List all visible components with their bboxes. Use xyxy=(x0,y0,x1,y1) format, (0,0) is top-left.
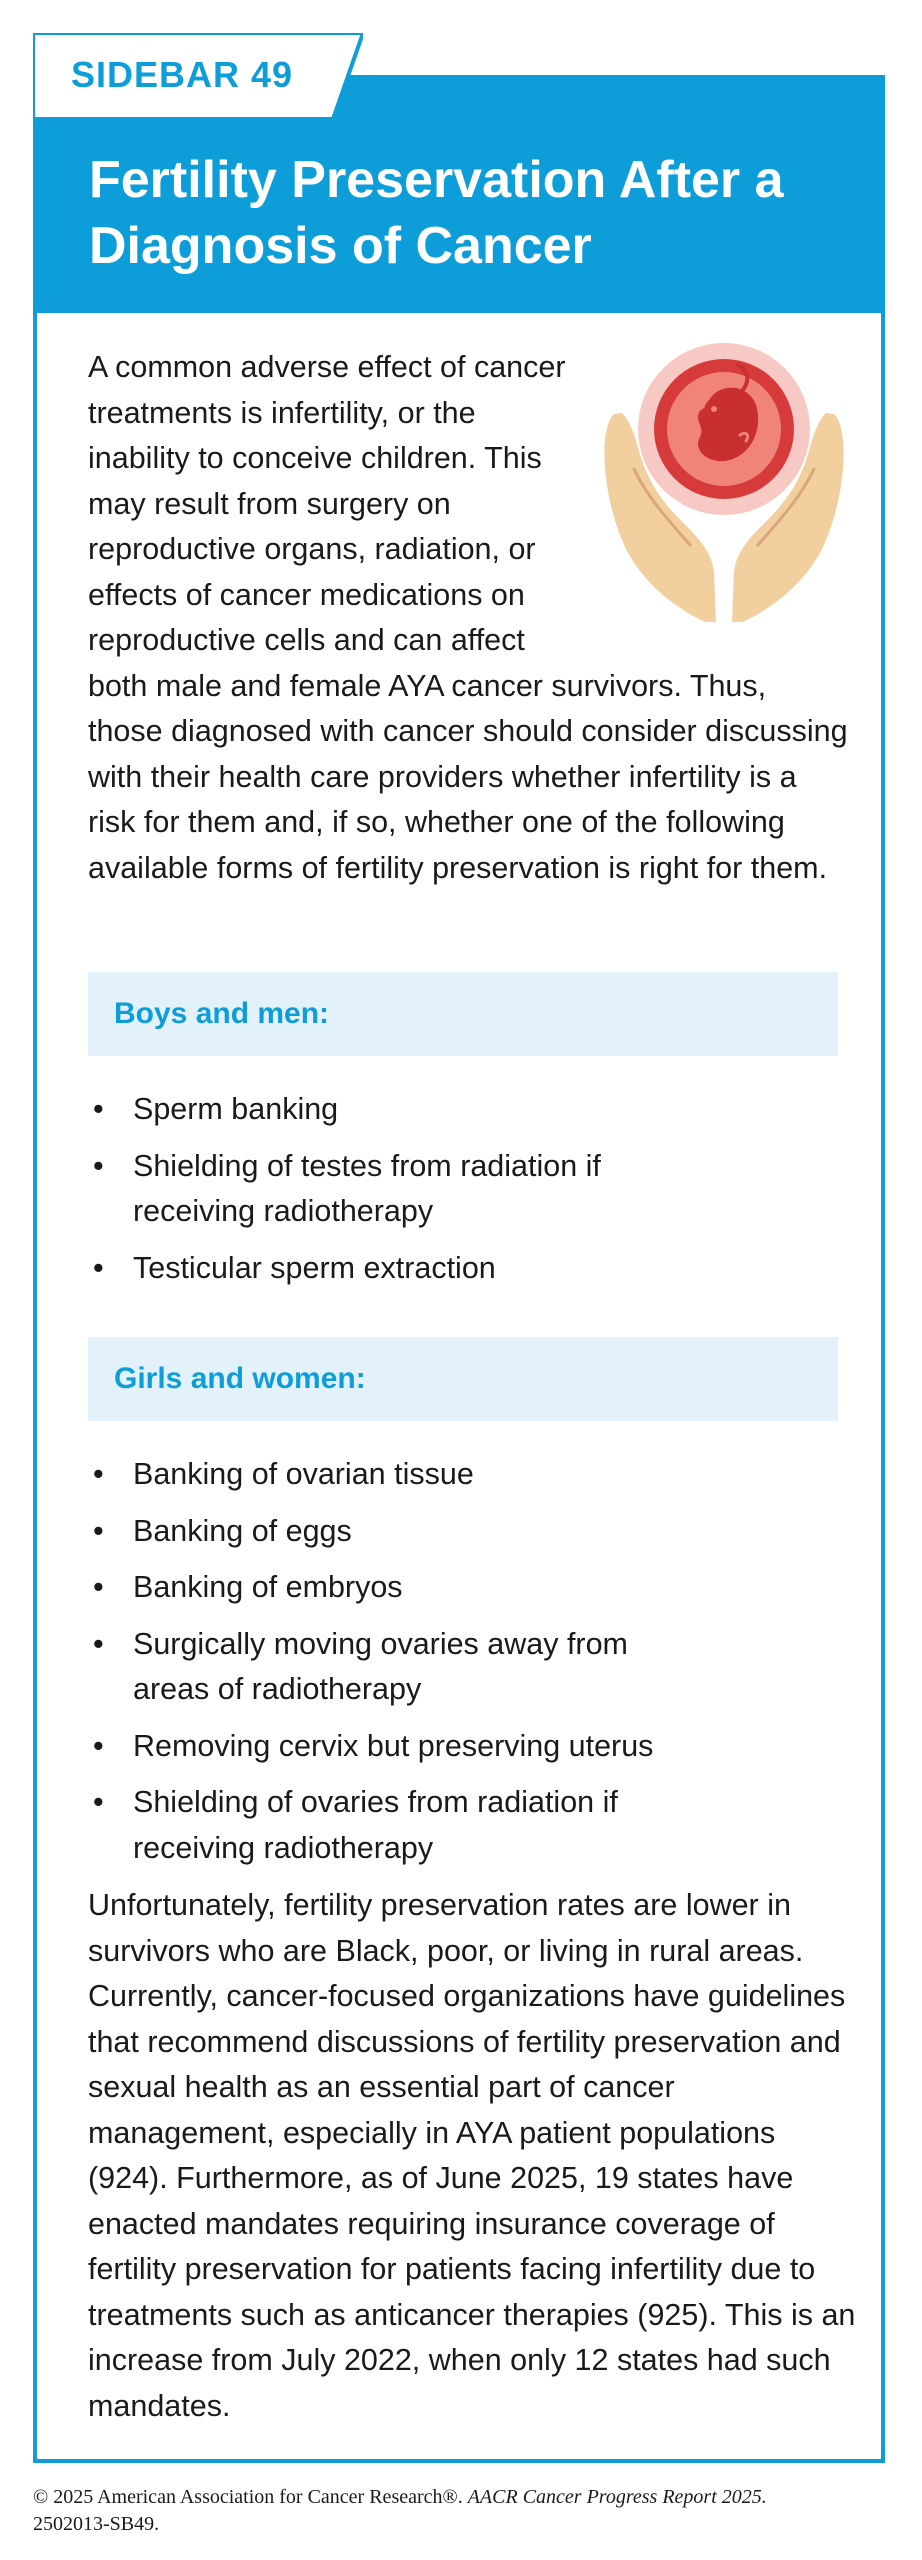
copyright-text: © 2025 American Association for Cancer Research®. xyxy=(33,2486,463,2508)
page-title: Fertility Preservation After a Diagnosis of Cancer xyxy=(89,151,784,275)
sidebar-tab xyxy=(33,33,363,119)
list-item: • Removing cervix but preserving uterus xyxy=(88,1724,848,1770)
list-item: • Banking of eggs xyxy=(88,1509,848,1555)
boys-options-list xyxy=(88,1087,848,1302)
footer-credit xyxy=(33,2484,893,2538)
list-item: • Surgically moving ovaries away from areas of radiotherapy xyxy=(88,1622,693,1713)
report-title: AACR Cancer Progress Report 2025. xyxy=(467,2486,767,2508)
boys-and-men-header: Boys and men: xyxy=(88,972,838,1056)
girls-and-women-header: Girls and women: xyxy=(88,1337,838,1421)
intro-text: A common adverse effect of cancer treatments is infertility, or the inability to conceive children. This may result from surgery on reproductive organs, radiation, or effects of cancer medications on reproductive cells and can affect both male and female AYA cancer survivors. Thus, those diagnosed with cancer should consider discussing with their health care providers whether infertility is a risk for them and, if so, whether one of the following available forms of fertility preservation is right for them. xyxy=(88,350,848,885)
list-item: • Shielding of ovaries from radiation if receiving radiotherapy xyxy=(88,1780,693,1871)
hands-holding-embryo-icon xyxy=(594,339,854,629)
list-item: • Testicular sperm extraction xyxy=(88,1246,848,1292)
list-item: • Banking of ovarian tissue xyxy=(88,1452,848,1498)
list-item: • Sperm banking xyxy=(88,1087,848,1133)
intro-paragraph xyxy=(88,345,848,891)
girls-options-list xyxy=(88,1452,848,1882)
document-code: 2502013-SB49. xyxy=(33,2513,160,2535)
closing-paragraph: Unfortunately, fertility preservation rates are lower in survivors who are Black, poor, or living in rural areas. Currently, cancer-focused organizations have guidelines that recommend discussions of fertility preservation and sexual health as an essential part of cancer management, especially in AYA patient populations (924). Furthermore, as of June 2025, 19 states have enacted mandates requiring insurance coverage of fertility preservation for patients facing infertility due to treatments such as anticancer therapies (925). This is an increase from July 2022, when only 12 states had such mandates. xyxy=(88,1888,856,2423)
list-item: • Shielding of testes from radiation if receiving radiotherapy xyxy=(88,1144,673,1235)
sidebar-number-label: SIDEBAR 49 xyxy=(71,54,294,95)
list-item: • Banking of embryos xyxy=(88,1565,848,1611)
